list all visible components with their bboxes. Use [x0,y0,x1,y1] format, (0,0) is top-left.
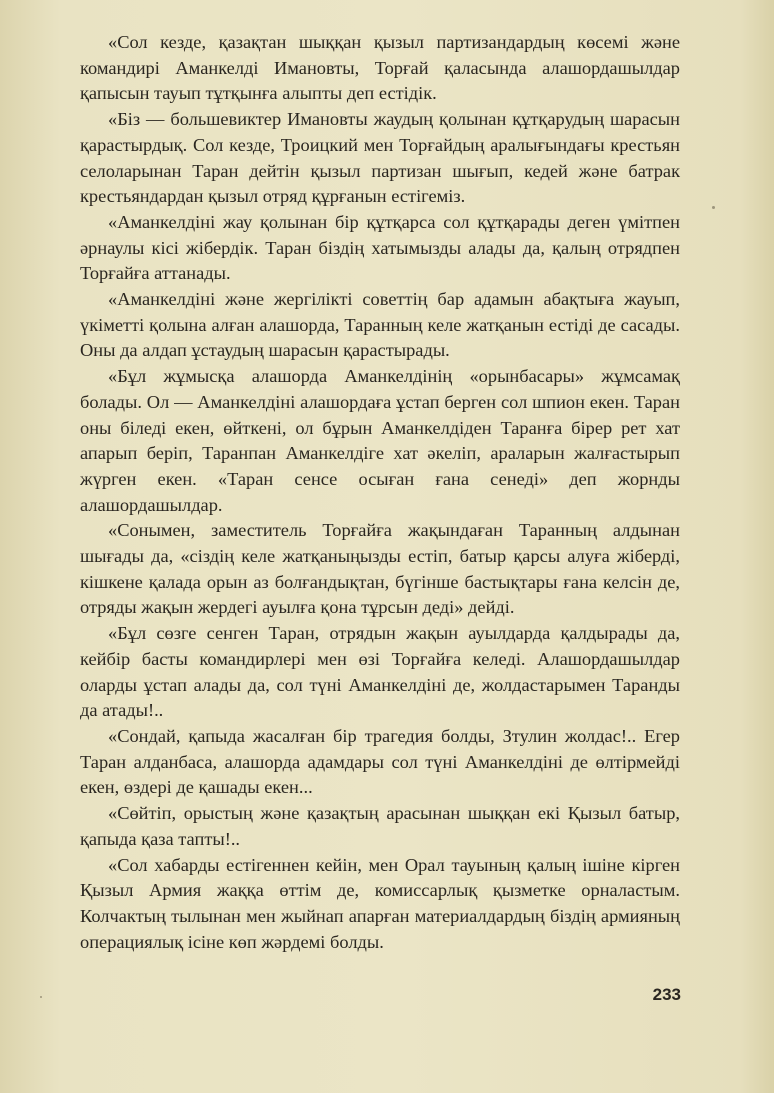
page-number: 233 [652,985,681,1004]
paper-speck [712,206,715,209]
paragraph: «Сол хабарды естігеннен кейін, мен Орал тауының қалың ішіне кірген Қызыл Армия жаққа өттім де, комиссарлық қызметке орналастым. Колчактың тылынан мен жыйнап апарған материалдардың біздің армияның операциялық ісіне көп жәрдемі болды. [80,854,680,952]
paragraph: «Сонымен, заместитель Торғайға жақындаған Таранның алдынан шығады да, «сіздің келе жатқаныңызды естіп, батыр қарсы алуға жіберді, кішкене қалада орын аз болғандықтан, бүгінше бастықтары ғана келсін де, отряды жақын жердегі ауылға қона тұрсын деді» дейді. [80,520,680,618]
paragraph: «Сол кезде, қазақтан шыққан қызыл партизандардың көсемі және командирі Аманкелді Имановты, Торғай қаласында алашордашылдар қапысын тауып тұтқынға алыпты деп естідік. [80,32,680,104]
paragraph: «Аманкелдіні және жергілікті советтің бар адамын абақтыға жауып, үкіметті қолына алған алашорда, Таранның келе жатқанын естіді де сасады. Оны да алдап ұстаудың шарасын қарастырады. [80,289,680,361]
paragraph: «Біз — большевиктер Имановты жаудың қолынан құтқарудың шарасын қарастырдық. Сол кезде, Троицкий мен Торғайдың аралығындағы крестьян селоларынан Таран дейтін қызыл партизан шығып, кедей және батрак крестьяндардан қызыл отряд құрғанын естігеміз. [80,109,680,207]
paper-speck [40,996,42,998]
paragraph: «Аманкелдіні жау қолынан бір құтқарса сол құтқарады деген үмітпен әрнаулы кісі жібердік. Таран біздің хатымызды алады да, қалың отрядпен Торғайға аттанады. [80,211,680,284]
paragraph: «Бұл жұмысқа алашорда Аманкелдінің «орынбасары» жұмсамақ болады. Ол — Аманкелдіні алашордаға ұстап берген сол шпион екен. Таран оны біледі екен, өйткені, ол бұрын Аманкелдіден Таранға бірер рет хат апарып беріп, Таранпан Аманкелдіге хат әкеліп, араларын жалғастырып жүрген екен. «Таран сенсе осыған ғана сенеді» деп жорнды алашордашылдар. [80,366,680,515]
paragraph: «Сөйтіп, орыстың және қазақтың арасынан шыққан екі Қызыл батыр, қапыда қаза тапты!.. [80,803,680,849]
paragraph: «Сондай, қапыда жасалған бір трагедия болды, Зтулин жолдас!.. Егер Таран алданбаса, алашорда адамдары сол түні Аманкелдіні де өлтірмейді екен, өздері де қашады екен... [80,725,680,798]
paragraph: «Бұл сөзге сенген Таран, отрядын жақын ауылдарда қалдырады да, кейбір басты командирлері мен өзі Торғайға келеді. Алашордашылдар оларды ұстап алады да, сол түні Аманкелдіні де, жолдастарымен Таранды да атады!.. [80,623,680,721]
body-text [80,30,680,955]
